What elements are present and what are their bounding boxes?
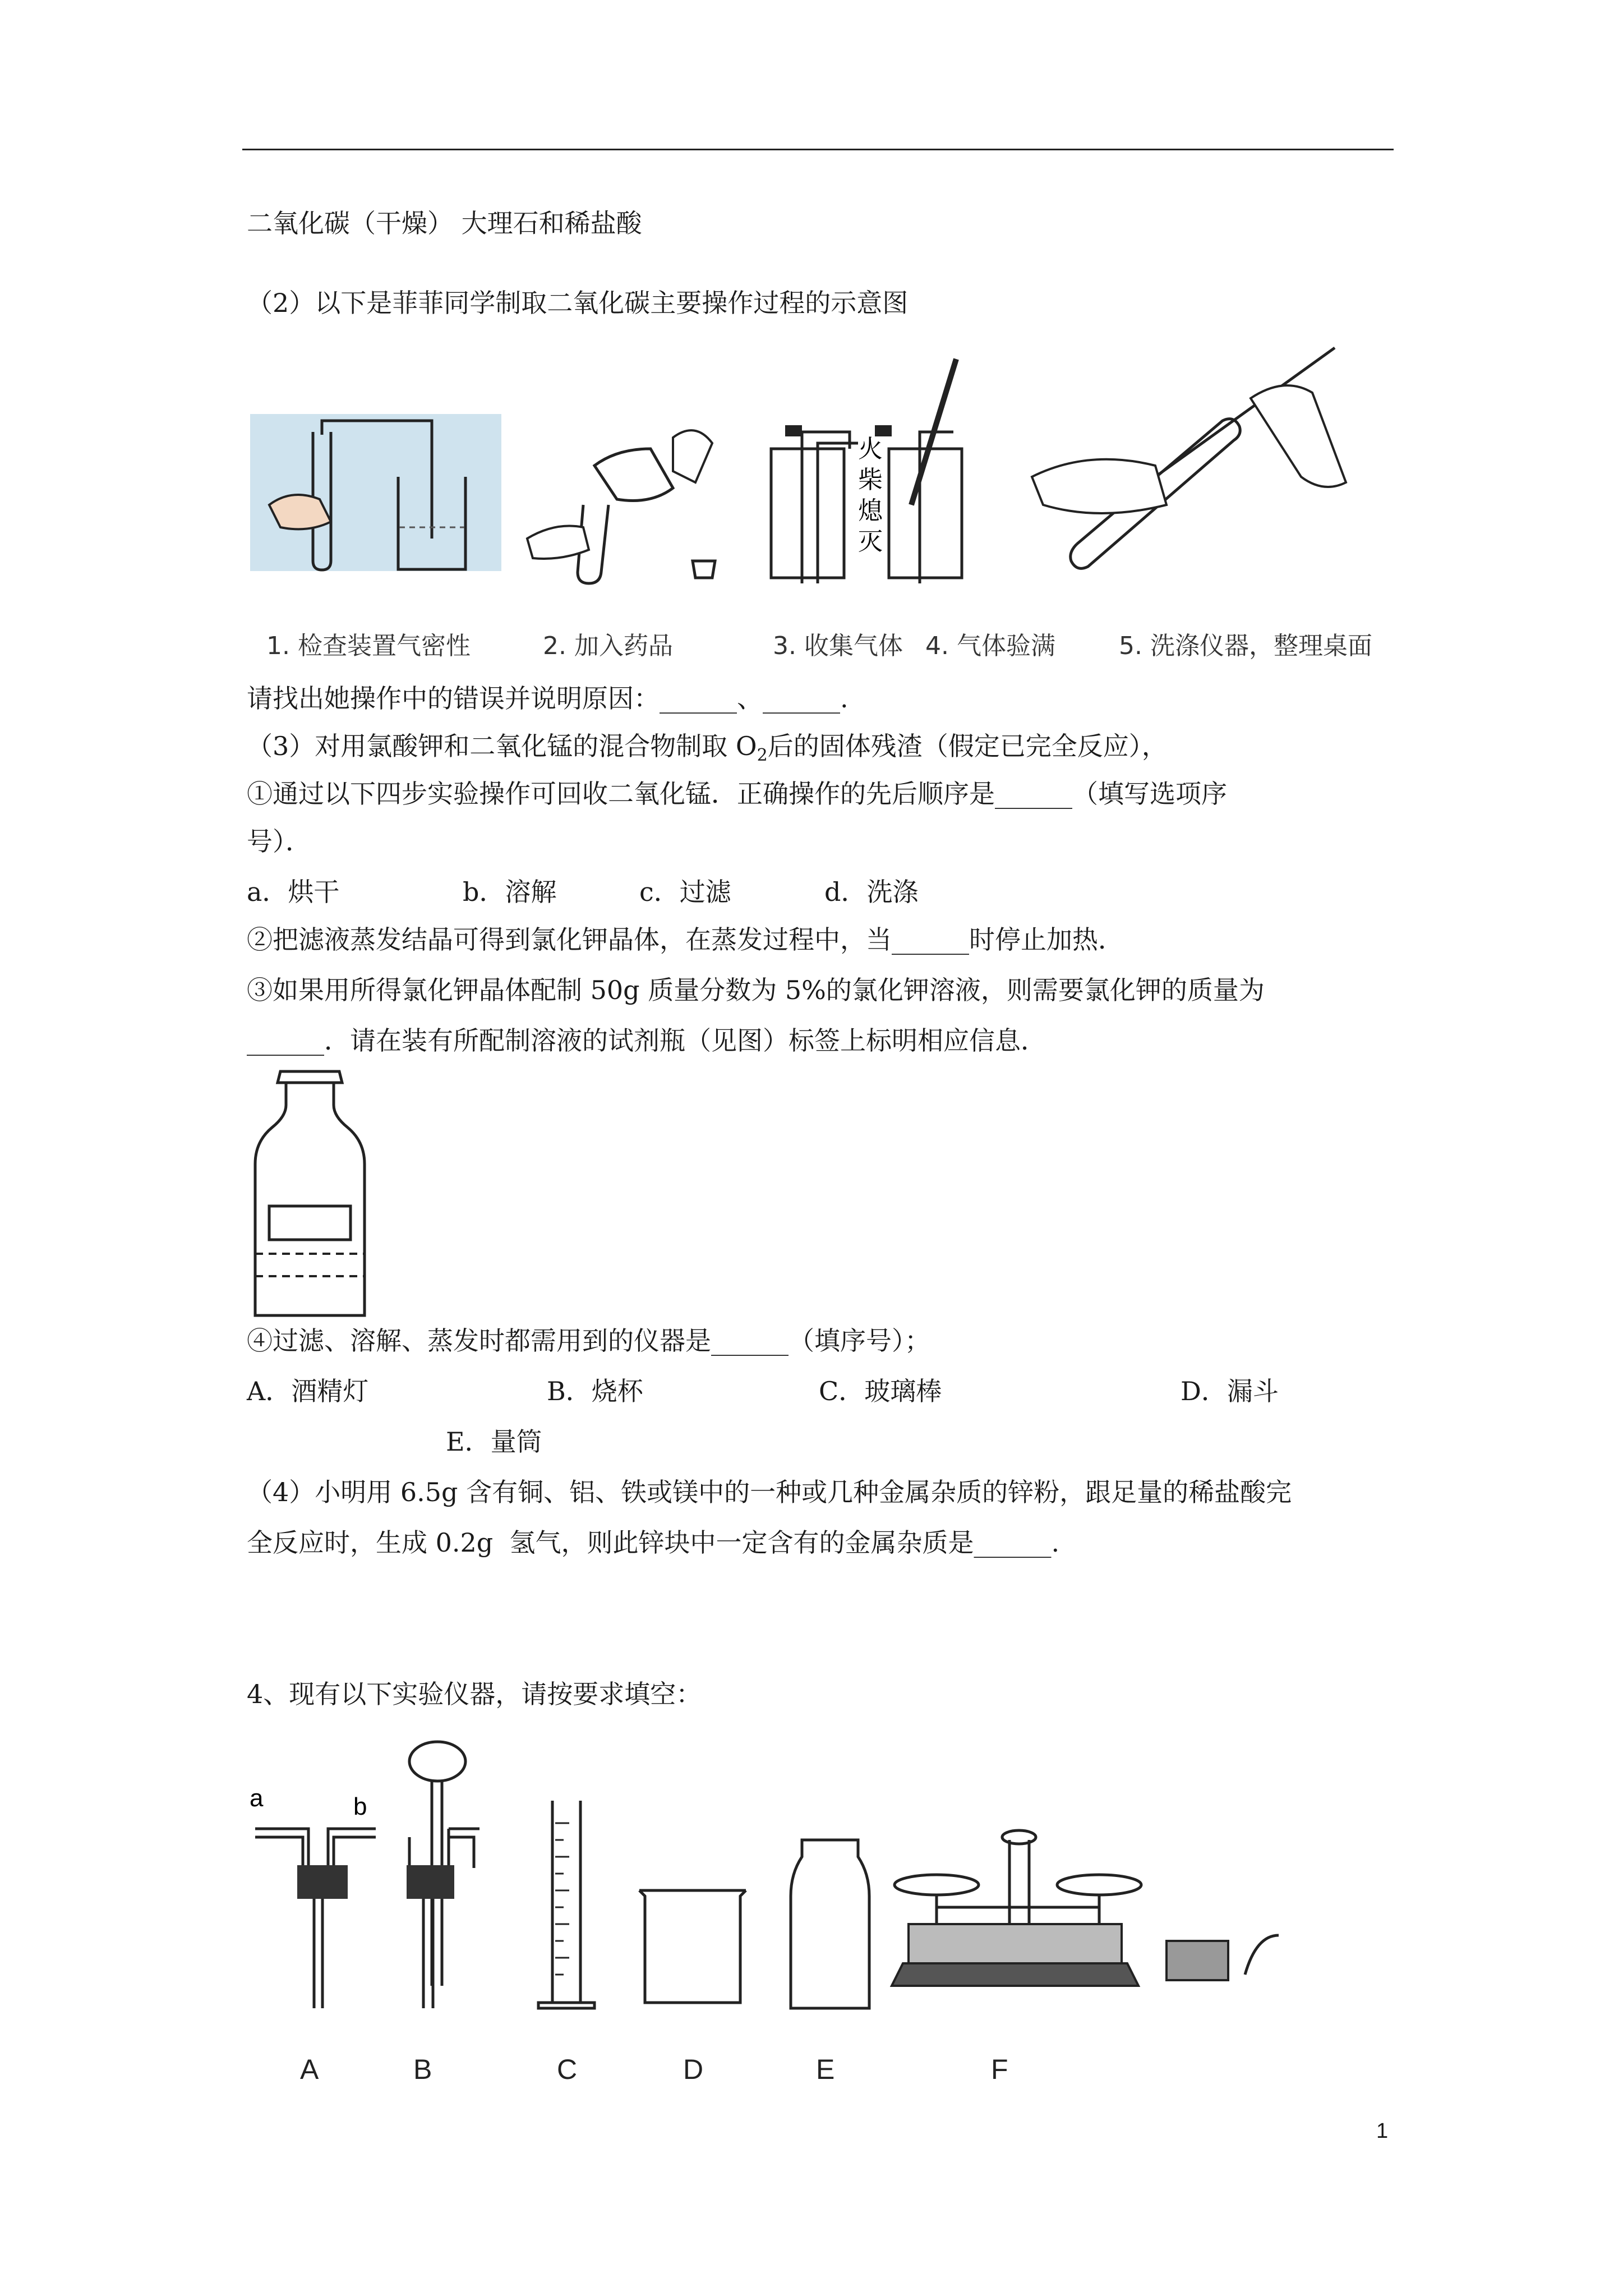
option-c: c．过滤 xyxy=(639,877,731,907)
option-B: B．烧杯 xyxy=(547,1376,643,1406)
text-line-4: （3）对用氯酸钾和二氧化锰的混合物制取 $O_2$后的固体残渣（假定已完全反应）， xyxy=(247,731,1168,765)
instrument-label-c: C xyxy=(557,2054,578,2085)
text-line-8: ②把滤液蒸发结晶可得到氯化钾晶体，在蒸发过程中，当______时停止加热． xyxy=(247,924,1124,955)
match-label-2: 柴 xyxy=(858,466,883,494)
option-a: a．烘干 xyxy=(247,877,340,907)
step4-check-full xyxy=(858,359,962,583)
text-line-15: 全反应时，生成 0.2g 氢气，则此锌块中一定含有的金属杂质是______. xyxy=(247,1527,1060,1558)
instrument-d-beaker xyxy=(639,1890,746,2003)
instrument-label-e: E xyxy=(816,2054,835,2085)
match-label-1: 火 xyxy=(858,435,883,463)
instrument-a-stopper-tubes xyxy=(250,1784,376,2008)
match-label-4: 灭 xyxy=(858,527,883,556)
figure-operations xyxy=(247,337,1391,628)
text-line-3: 请找出她操作中的错误并说明原因：______、______. xyxy=(247,683,849,714)
instrument-e-bottle xyxy=(791,1840,869,2008)
instrument-label-f: F xyxy=(991,2054,1008,2085)
text-line-6: 号）． xyxy=(247,826,311,857)
instrument-label-b: B xyxy=(413,2054,432,2085)
figure-instruments xyxy=(247,1739,1284,2019)
text-line-9: ③如果用所得氯化钾晶体配制 50g 质量分数为 5%的氯化钾溶液，则需要氯化钾的质量为 xyxy=(247,975,1265,1005)
instrument-label-d: D xyxy=(683,2054,704,2085)
bottle-label xyxy=(269,1206,351,1240)
caption-step4: 4. 气体验满 xyxy=(925,632,1055,660)
option-C: C．玻璃棒 xyxy=(819,1376,942,1406)
caption-step5: 5. 洗涤仪器，整理桌面 xyxy=(1119,632,1372,660)
option-A: A．酒精灯 xyxy=(247,1376,369,1406)
option-d: d．洗涤 xyxy=(824,877,919,907)
instrument-f-balance xyxy=(892,1830,1279,1986)
option-E: E．量筒 xyxy=(446,1427,542,1457)
caption-step3: 3. 收集气体 xyxy=(773,632,903,660)
text-line-5: ①通过以下四步实验操作可回收二氧化锰．正确操作的先后顺序是______（填写选项序 xyxy=(247,779,1227,809)
option-D: D．漏斗 xyxy=(1181,1376,1279,1406)
step1-airtightness-check xyxy=(250,414,501,571)
instrument-c-graduated-cylinder xyxy=(538,1801,594,2008)
option-b: b．溶解 xyxy=(463,877,557,907)
question-4: 4、现有以下实验仪器，请按要求填空： xyxy=(247,1679,702,1709)
tube-label-b: b xyxy=(353,1793,367,1820)
caption-step1: 1. 检查装置气密性 xyxy=(266,632,471,660)
tube-label-a: a xyxy=(250,1784,264,1812)
reagent-bottle-figure xyxy=(247,1066,381,1318)
text-line-1: 二氧化碳（干燥） 大理石和稀盐酸 xyxy=(247,208,642,238)
text-line-14: （4）小明用 6.5g 含有铜、铝、铁或镁中的一种或几种金属杂质的锌粉，跟足量的稀盐酸完 xyxy=(247,1477,1292,1507)
step5-wash-tube xyxy=(1032,348,1346,568)
caption-step2: 2. 加入药品 xyxy=(543,632,673,660)
text-line-2: （2）以下是菲菲同学制取二氧化碳主要操作过程的示意图 xyxy=(247,288,909,318)
match-label-3: 熄 xyxy=(858,496,883,525)
page-number: 1 xyxy=(1376,2119,1389,2143)
text-line-10: ______．请在装有所配制溶液的试剂瓶（见图）标签上标明相应信息． xyxy=(247,1025,1046,1056)
step3-collect-gas xyxy=(771,425,858,583)
instrument-b-funnel-stopper xyxy=(407,1742,479,2008)
step2-add-reagent xyxy=(527,430,715,583)
instrument-label-a: A xyxy=(300,2054,319,2085)
text-line-11: ④过滤、溶解、蒸发时都需用到的仪器是______（填序号）； xyxy=(247,1326,930,1356)
header-rule xyxy=(242,149,1394,150)
